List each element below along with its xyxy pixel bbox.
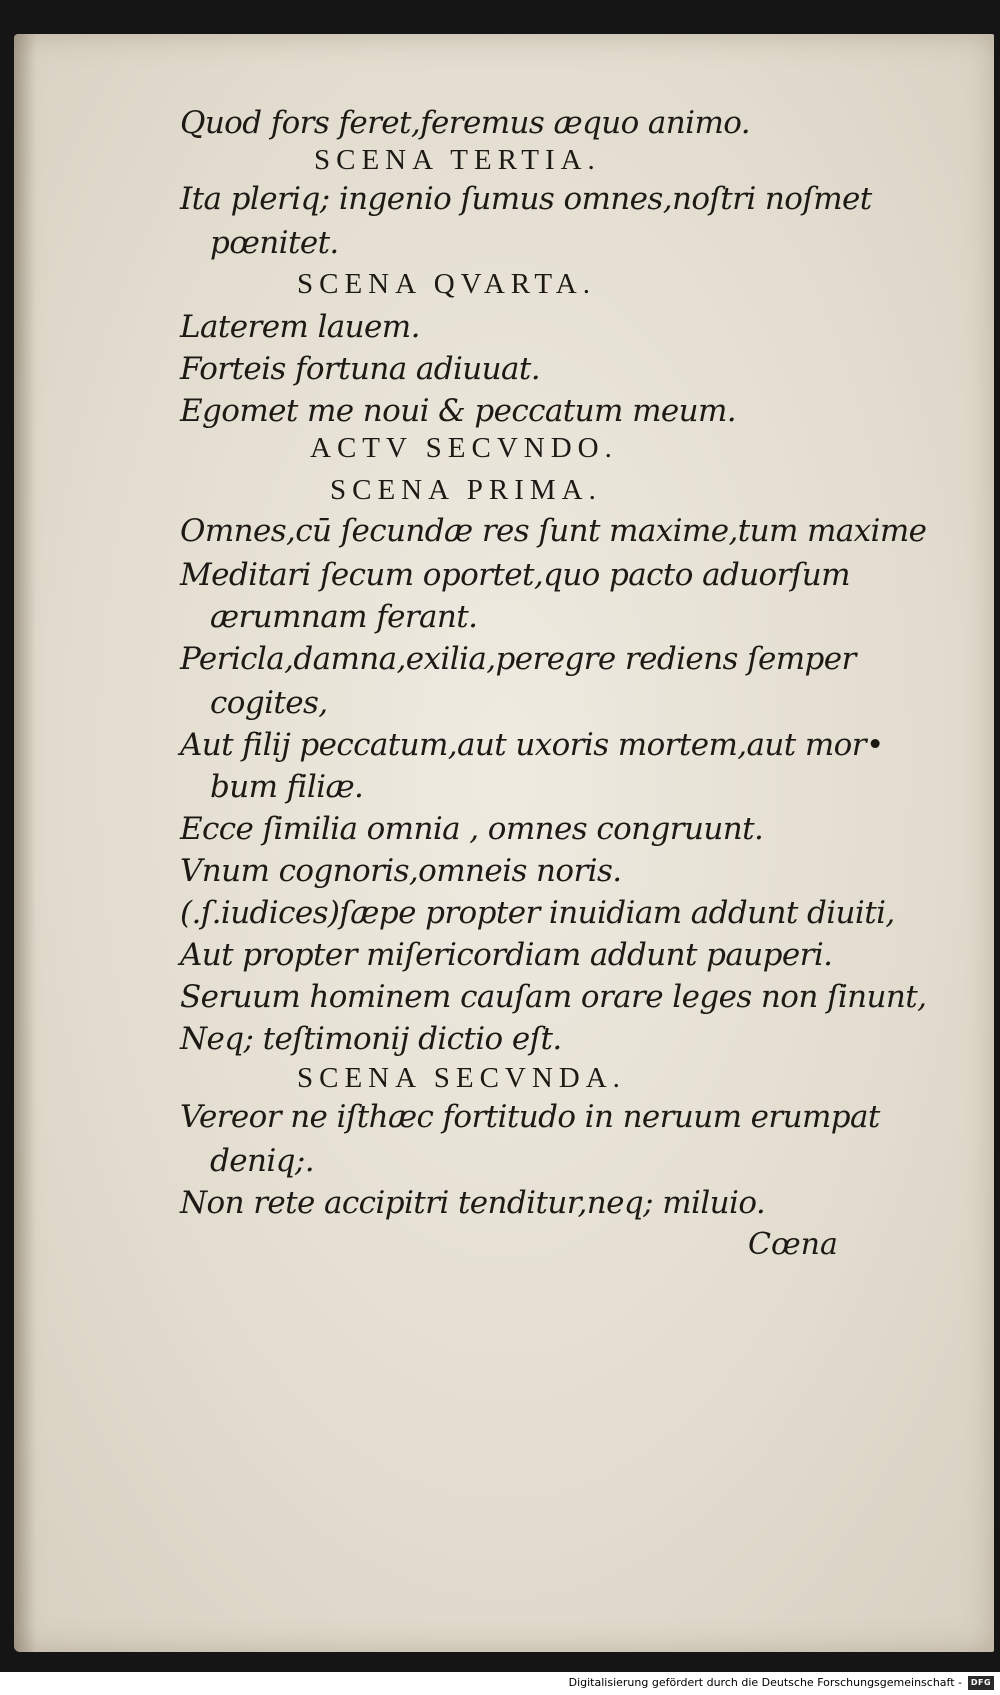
- dfg-logo: DFG: [968, 1676, 994, 1690]
- text-line: Ecce ſimilia omnia , omnes congruunt.: [180, 811, 764, 847]
- text-line: ærumnam ferant.: [210, 599, 478, 635]
- text-line: Ita pleriq; ingenio ſumus omnes,noſtri noſmet: [180, 181, 872, 217]
- text-line: Quod fors feret,feremus æquo animo.: [180, 105, 751, 141]
- text-line: (.ſ.iudices)ſæpe propter inuidiam addunt diuiti,: [180, 895, 895, 931]
- scene-heading: SCENA QVARTA.: [297, 268, 596, 300]
- text-line: Pericla,damna,exilia,peregre rediens ſemper: [180, 641, 856, 677]
- text-line: cogites,: [210, 685, 328, 721]
- digitization-footer: [0, 1672, 1000, 1695]
- scene-heading: SCENA PRIMA.: [330, 474, 602, 506]
- scene-heading: SCENA SECVNDA.: [297, 1062, 626, 1094]
- text-line: Laterem lauem.: [180, 309, 420, 345]
- text-line: Forteis fortuna adiuuat.: [180, 351, 541, 387]
- text-line: Egomet me noui & peccatum meum.: [180, 393, 737, 429]
- text-line: Seruum hominem cauſam orare leges non ſinunt,: [180, 979, 927, 1015]
- text-line: deniq;.: [210, 1143, 315, 1179]
- page-text-block: [14, 34, 994, 1652]
- act-heading: ACTV SECVNDO.: [310, 432, 618, 464]
- text-line: bum filiæ.: [210, 769, 364, 805]
- scene-heading: SCENA TERTIA.: [314, 144, 601, 176]
- text-line: Meditari ſecum oportet,quo pacto aduorſum: [180, 557, 850, 593]
- text-line: Vereor ne iſthæc fortitudo in neruum erumpat: [180, 1099, 880, 1135]
- book-page: [14, 34, 994, 1652]
- text-line: Neq; teſtimonij dictio eſt.: [180, 1021, 562, 1057]
- text-line: pœnitet.: [210, 225, 339, 261]
- text-line: Aut filij peccatum,aut uxoris mortem,aut mor•: [180, 727, 884, 763]
- text-line: Non rete accipitri tenditur,neq; miluio.: [180, 1185, 766, 1221]
- text-line: Omnes,cū ſecundæ res ſunt maxime,tum maxime: [180, 513, 927, 549]
- catchword: Cœna: [748, 1227, 838, 1262]
- text-line: Vnum cognoris,omneis noris.: [180, 853, 622, 889]
- funding-credit: Digitalisierung gefördert durch die Deutsche Forschungsgemeinschaft -: [568, 1676, 962, 1689]
- text-line: Aut propter miſericordiam addunt pauperi.: [180, 937, 833, 973]
